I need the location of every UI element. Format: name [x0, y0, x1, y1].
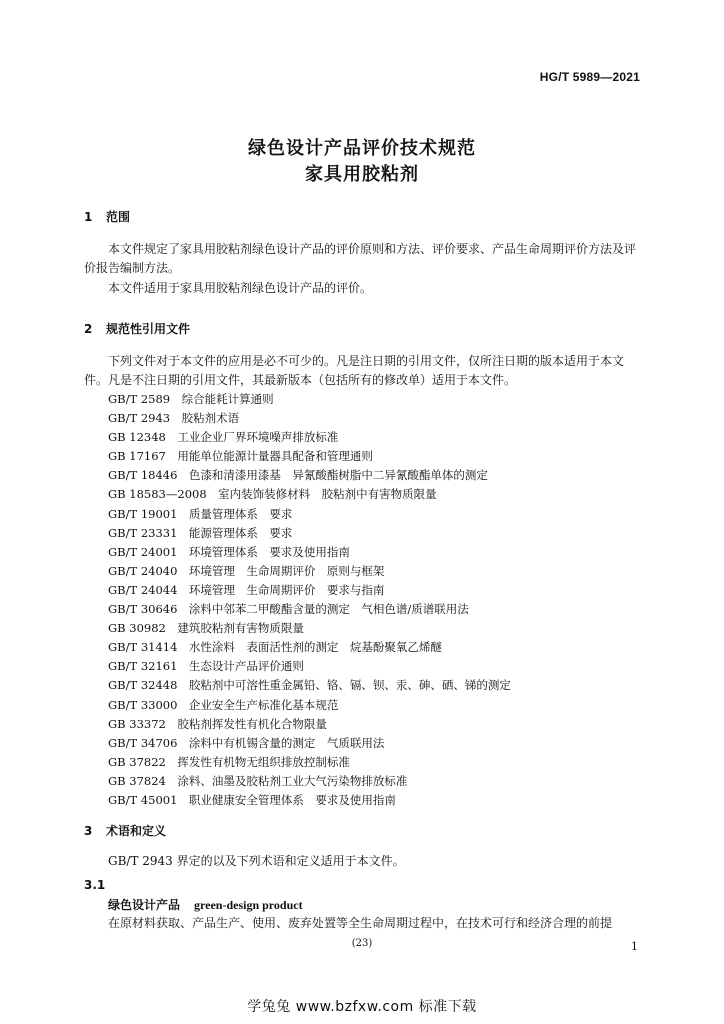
subsection-number: 3.1: [84, 878, 106, 892]
reference-item: [108, 657, 511, 676]
section-1-title: 范围: [106, 210, 131, 224]
section-1-number: 1: [84, 210, 93, 224]
reference-code: GB 37824: [108, 773, 166, 788]
reference-code: GB 37822: [108, 754, 166, 769]
term-chinese: 绿色设计产品: [108, 898, 181, 912]
page-sequence: (23): [351, 938, 373, 949]
section-3-number: 3: [84, 824, 93, 838]
reference-code: GB 33372: [108, 716, 166, 731]
standard-code: HG/T 5989—2021: [539, 70, 640, 84]
section-1-paragraph-2: 本文件适用于家具用胶粘剂绿色设计产品的评价。: [108, 281, 373, 295]
reference-code: GB/T 30646: [108, 602, 178, 617]
reference-item: [108, 772, 511, 791]
reference-title: 企业安全生产标准化基本规范: [188, 697, 339, 712]
reference-code: GB 18583—2008: [108, 487, 207, 502]
term-english: green-design product: [194, 898, 303, 912]
reference-code: GB 12348: [108, 430, 166, 445]
reference-item: [108, 638, 511, 657]
section-2-heading: [84, 320, 190, 337]
reference-code: GB/T 24044: [108, 582, 178, 597]
section-3-title: 术语和定义: [106, 824, 167, 838]
reference-code: GB/T 2589: [108, 392, 171, 406]
page-number: 1: [631, 940, 638, 953]
reference-title: 能源管理体系 要求: [188, 525, 293, 540]
reference-title: 胶粘剂术语: [181, 411, 240, 426]
reference-title: 水性涂料 表面活性剂的测定 烷基酚聚氧乙烯醚: [188, 640, 442, 655]
reference-title: 用能单位能源计量器具配备和管理通则: [177, 449, 373, 464]
section-3-intro: GB/T 2943 界定的以及下列术语和定义适用于本文件。: [108, 854, 405, 868]
reference-item: [108, 791, 511, 810]
reference-title: 环境管理 生命周期评价 要求与指南: [188, 582, 385, 597]
reference-item: [108, 428, 511, 447]
reference-title: 色漆和清漆用漆基 异氰酸酯树脂中二异氰酸酯单体的测定: [188, 468, 488, 483]
reference-list: [108, 390, 511, 810]
reference-item: [108, 676, 511, 695]
document-subtitle: 家具用胶粘剂: [305, 164, 419, 185]
section-1-paragraph-1: 本文件规定了家具用胶粘剂绿色设计产品的评价原则和方法、评价要求、产品生命周期评价方法及评价报告编制方法。: [84, 242, 637, 275]
reference-code: GB/T 18446: [108, 468, 178, 483]
reference-title: 涂料、油墨及胶粘剂工业大气污染物排放标准: [177, 773, 408, 788]
section-2-intro: 下列文件对于本文件的应用是必不可少的。凡是注日期的引用文件，仅所注日期的版本适用于本文件。凡是不注日期的引用文件，其最新版本（包括所有的修改单）适用于本文件。: [84, 354, 625, 387]
reference-item: [108, 543, 511, 562]
reference-code: GB 17167: [108, 449, 166, 464]
reference-code: GB/T 34706: [108, 735, 178, 750]
reference-code: GB/T 45001: [108, 792, 178, 807]
reference-item: [108, 505, 511, 524]
reference-code: GB/T 2943: [108, 411, 171, 426]
reference-title: 工业企业厂界环境噪声排放标准: [177, 430, 339, 445]
reference-item: [108, 390, 511, 409]
section-3-heading: [84, 822, 166, 839]
reference-title: 综合能耗计算通则: [181, 392, 274, 406]
reference-title: 生态设计产品评价通则: [188, 659, 304, 674]
reference-item: [108, 619, 511, 638]
reference-item: [108, 753, 511, 772]
reference-title: 胶粘剂挥发性有机化合物限量: [177, 716, 327, 731]
reference-title: 胶粘剂中可溶性重金属铅、铬、镉、钡、汞、砷、硒、锑的测定: [188, 678, 511, 693]
reference-code: GB/T 23331: [108, 525, 178, 540]
reference-code: GB/T 32448: [108, 678, 178, 693]
term-definition: 在原材料获取、产品生产、使用、废弃处置等全生命周期过程中，在技术可行和经济合理的前提: [108, 916, 613, 930]
section-1-heading: [84, 208, 130, 225]
reference-item: [108, 715, 511, 734]
reference-title: 质量管理体系 要求: [188, 506, 293, 521]
reference-item: [108, 562, 511, 581]
reference-item: [108, 696, 511, 715]
reference-code: GB/T 32161: [108, 659, 178, 674]
reference-title: 室内装饰装修材料 胶粘剂中有害物质限量: [218, 487, 437, 502]
reference-code: GB/T 31414: [108, 640, 178, 655]
reference-title: 挥发性有机物无组织排放控制标准: [177, 754, 350, 769]
reference-code: GB/T 19001: [108, 506, 178, 521]
reference-code: GB 30982: [108, 621, 166, 636]
reference-code: GB/T 33000: [108, 697, 178, 712]
reference-title: 建筑胶粘剂有害物质限量: [177, 621, 304, 636]
document-title: 绿色设计产品评价技术规范: [248, 138, 476, 159]
reference-code: GB/T 24040: [108, 563, 178, 578]
reference-title: 涂料中有机锡含量的测定 气质联用法: [188, 735, 385, 750]
reference-title: 环境管理 生命周期评价 原则与框架: [188, 563, 385, 578]
reference-item: [108, 485, 511, 504]
watermark-text: 学兔兔 www.bzfxw.com 标准下载: [247, 999, 477, 1015]
reference-item: [108, 600, 511, 619]
reference-item: [108, 581, 511, 600]
reference-item: [108, 466, 511, 485]
reference-title: 涂料中邻苯二甲酸酯含量的测定 气相色谱/质谱联用法: [188, 602, 469, 617]
section-2-number: 2: [84, 322, 93, 336]
reference-item: [108, 409, 511, 428]
reference-item: [108, 447, 511, 466]
reference-item: [108, 524, 511, 543]
reference-title: 职业健康安全管理体系 要求及使用指南: [188, 792, 396, 807]
section-2-title: 规范性引用文件: [106, 322, 191, 336]
reference-item: [108, 734, 511, 753]
reference-code: GB/T 24001: [108, 544, 178, 559]
reference-title: 环境管理体系 要求及使用指南: [188, 544, 350, 559]
term-entry: [108, 896, 303, 913]
